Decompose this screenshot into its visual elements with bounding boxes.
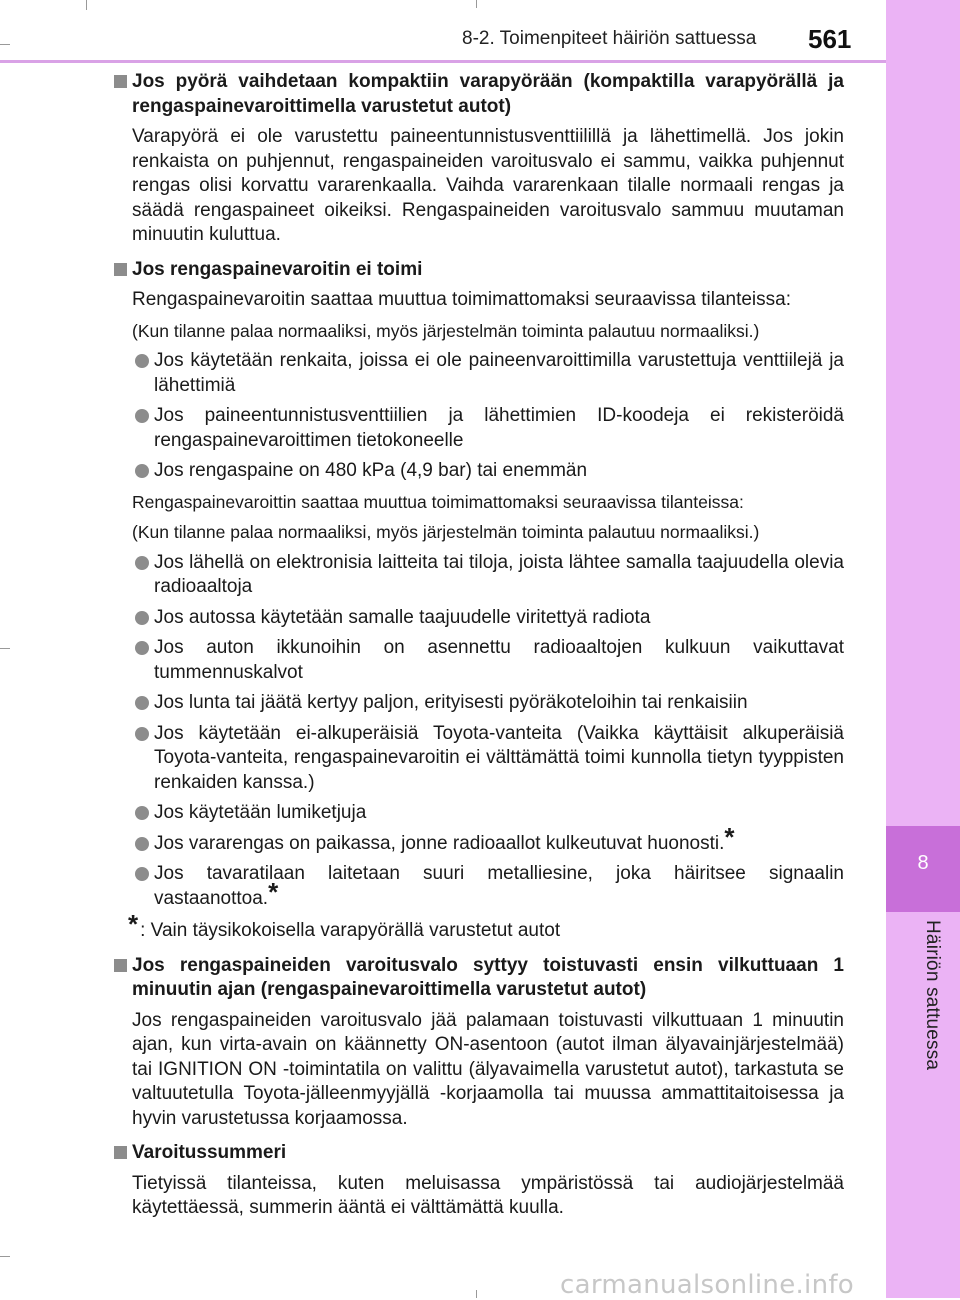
round-bullet-icon: [135, 409, 149, 423]
list-item: [112, 606, 844, 631]
section-heading: [112, 954, 844, 1003]
list-item: [112, 459, 844, 484]
section-intro: Rengaspainevaroitin saattaa muuttua toimimattomaksi seuraavissa tilanteissa:: [132, 289, 791, 310]
round-bullet-icon: [135, 806, 149, 820]
list-item-text: Jos käytetään renkaita, joissa ei ole paineenvaroittimilla varustettuja venttiilejä ja lähettimiä: [154, 350, 844, 396]
section: [112, 70, 844, 248]
section-title: Jos rengaspainevaroitin ei toimi: [132, 258, 423, 280]
list-item: [112, 404, 844, 453]
round-bullet-icon: [135, 354, 149, 368]
section-intro: Rengaspainevaroittin saattaa muuttua toimimattomaksi seuraavissa tilanteissa:: [132, 491, 744, 512]
side-tab-background: [886, 0, 960, 826]
list-item: [112, 349, 844, 398]
round-bullet-icon: [135, 727, 149, 741]
section-note: (Kun tilanne palaa normaaliksi, myös järjestelmän toiminta palautuu normaaliksi.): [132, 320, 760, 341]
section-title: Varoitussummeri: [132, 1142, 287, 1163]
header-divider: [0, 60, 886, 63]
list-item-text: Jos vararengas on paikassa, jonne radioaallot kulkeutuvat huonosti.: [154, 832, 725, 854]
section-note: (Kun tilanne palaa normaaliksi, myös järjestelmän toiminta palautuu normaaliksi.): [132, 522, 760, 542]
section-title: Jos pyörä vaihdetaan kompaktiin varapyörään (kompaktilla varapyörällä ja rengaspainevaroittimella varustetut autot): [132, 71, 844, 117]
square-bullet-icon: [114, 263, 127, 276]
page-header: [0, 0, 886, 60]
list-item: [112, 636, 844, 685]
header-section-title: 8-2. Toimenpiteet häiriön sattuessa: [462, 28, 757, 49]
list-item-text: Jos lähellä on elektronisia laitteita tai tiloja, joista lähtee samalla taajuudella olevia radioaaltoja: [154, 551, 844, 597]
footnote-asterisk: *: [268, 876, 279, 907]
section-heading: [112, 1141, 844, 1166]
bullet-list: [112, 349, 844, 484]
list-item: [112, 691, 844, 716]
section-body: Jos rengaspaineiden varoitusvalo jää palamaan toistuvasti vilkuttuaan 1 minuutin ajan, kun virta-avain on käännetty ON-asentoon (autot ilman älyavainjärjestelmää) tai IGNITION ON -toimintatila on valittu (älyavaimella varustetut autot), tarkastuta se valtuutetulla Toyota-jälleenmyyjällä -korjaamolla tai muussa ammattitaitoisessa ja hyvin varustetussa korjaamossa.: [132, 1009, 844, 1129]
section-heading: [112, 70, 844, 119]
footnote: [112, 909, 844, 944]
crop-mark: [0, 648, 10, 649]
section: [112, 258, 844, 944]
round-bullet-icon: [135, 556, 149, 570]
list-item: [112, 862, 844, 911]
square-bullet-icon: [114, 959, 127, 972]
list-item: [112, 821, 844, 857]
section-heading: [112, 258, 844, 283]
chapter-title: Häiriön sattuessa: [922, 920, 943, 1071]
list-item-text: Jos tavaratilaan laitetaan suuri metalliesine, joka häiritsee signaalin vastaanottoa.: [154, 863, 844, 909]
list-item-text: Jos lunta tai jäätä kertyy paljon, erityisesti pyöräkoteloihin tai renkaisiin: [154, 692, 748, 713]
list-item-text: Jos auton ikkunoihin on asennettu radioaaltojen kulkuun vaikuttavat tummennuskalvot: [154, 637, 844, 683]
square-bullet-icon: [114, 1146, 127, 1159]
footnote-text: : Vain täysikokoisella varapyörällä varustetut autot: [140, 920, 561, 941]
section: [112, 954, 844, 1132]
section-body: Tietyissä tilanteissa, kuten meluisassa ympäristössä tai audiojärjestelmää käytettäessä, summerin ääntä ei välttämättä kuulla.: [132, 1172, 844, 1218]
round-bullet-icon: [135, 611, 149, 625]
list-item: [112, 722, 844, 796]
section: [112, 1141, 844, 1221]
list-item-text: Jos paineentunnistusventtiilien ja lähettimien ID-koodeja ei rekisteröidä rengaspainevaroittimen tietokoneelle: [154, 405, 844, 451]
list-item-text: Jos autossa käytetään samalle taajuudelle viritettyä radiota: [154, 606, 651, 628]
crop-mark: [476, 1290, 477, 1298]
list-item: [112, 551, 844, 600]
page-content: [112, 70, 844, 1231]
square-bullet-icon: [114, 75, 127, 88]
round-bullet-icon: [135, 837, 149, 851]
bullet-list: [112, 551, 844, 912]
list-item-text: Jos rengaspaine on 480 kPa (4,9 bar) tai enemmän: [154, 460, 588, 481]
section-body: Varapyörä ei ole varustettu paineentunnistusventtiilillä ja lähettimellä. Jos jokin renkaista on puhjennut, rengaspaineiden varoitusvalo ei sammu, vaikka puhjennut rengas olisi korvattu vararenkaalla. Vaihda vararenkaan tilalle normaali rengas ja säädä rengaspaineet oikeiksi. Rengaspaineiden varoitusvalo sammuu muutaman minuutin kuluttua.: [132, 126, 844, 245]
footnote-asterisk: *: [724, 821, 735, 852]
round-bullet-icon: [135, 696, 149, 710]
list-item-text: Jos käytetään ei-alkuperäisiä Toyota-vanteita (Vaikka käyttäisit alkuperäisiä Toyota-vanteita, rengaspainevaroitin ei välttämättä toimi kunnolla tietyn tyyppisten renkaiden kanssa.): [154, 722, 844, 793]
round-bullet-icon: [135, 641, 149, 655]
round-bullet-icon: [135, 867, 149, 881]
page-number: 561: [808, 24, 852, 54]
watermark: carmanualsonline.info: [560, 1270, 855, 1300]
footnote-asterisk: *: [128, 909, 139, 939]
section-title: Jos rengaspaineiden varoitusvalo syttyy toistuvasti ensin vilkuttuaan 1 minuutin ajan (rengaspainevaroittimella varustetut autot): [132, 954, 844, 1000]
round-bullet-icon: [135, 464, 149, 478]
crop-mark: [0, 1256, 10, 1257]
chapter-tab: [886, 826, 960, 912]
list-item-text: Jos käytetään lumiketjuja: [154, 802, 367, 823]
chapter-number: 8: [917, 852, 929, 874]
